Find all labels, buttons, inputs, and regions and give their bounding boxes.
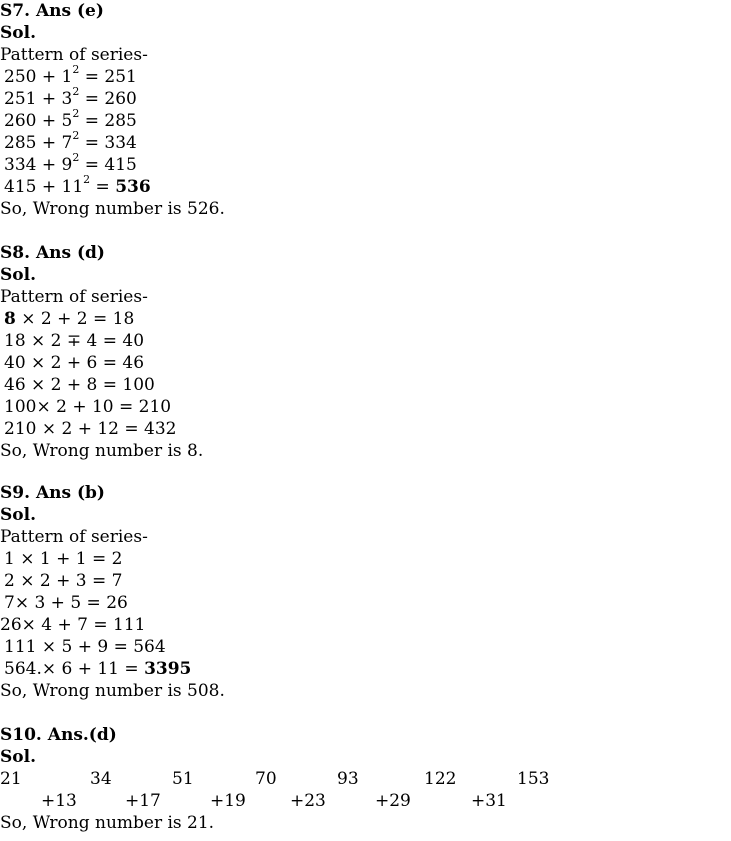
s7-conclusion: So, Wrong number is 526. xyxy=(0,199,225,219)
s8-step-5: 100× 2 + 10 = 210 xyxy=(4,397,172,417)
s9-sol-label: Sol. xyxy=(0,505,36,525)
s7-step-6: $415 + 11^2 = 536$ xyxy=(4,173,151,197)
s8-step-1: 8 × 2 + 2 = 18 xyxy=(4,309,135,329)
s10-difference: +13 xyxy=(41,791,77,811)
s7-step-5: $334 + 9^2 = 415$ xyxy=(4,151,137,175)
s10-conclusion: So, Wrong number is 21. xyxy=(0,813,215,833)
s10-series-term: 153 xyxy=(517,769,550,789)
s7-step-3: $260 + 5^2 = 285$ xyxy=(4,107,137,131)
s9-pattern-label: Pattern of series- xyxy=(0,527,148,547)
s8-step-4: 46 × 2 + 8 = 100 xyxy=(4,375,155,395)
s8-pattern-label: Pattern of series- xyxy=(0,287,148,307)
s10-difference: +31 xyxy=(471,791,507,811)
s7-step-4: $285 + 7^2 = 334$ xyxy=(4,129,137,153)
s8-conclusion: So, Wrong number is 8. xyxy=(0,441,204,461)
s10-series-term: 51 xyxy=(172,769,194,789)
s10-difference: +23 xyxy=(290,791,326,811)
s10-series-term: 70 xyxy=(255,769,277,789)
s10-difference: +17 xyxy=(125,791,161,811)
s9-step-3: 7× 3 + 5 = 26 xyxy=(4,593,128,613)
s10-difference: +29 xyxy=(375,791,411,811)
s7-pattern-label: Pattern of series- xyxy=(0,45,148,65)
s8-step-6: 210 × 2 + 12 = 432 xyxy=(4,419,177,439)
s8-step-2: 18 × 2 ∓ 4 = 40 xyxy=(4,331,145,351)
s9-step-1: 1 × 1 + 1 = 2 xyxy=(4,549,123,569)
s10-series-term: 34 xyxy=(90,769,112,789)
s7-step-2: $251 + 3^2 = 260$ xyxy=(4,85,137,109)
s9-step-6: 564.× 6 + 11 = 3395 xyxy=(4,659,192,679)
s7-step-1: $250 + 1^2 = 251$ xyxy=(4,63,137,87)
s7-heading: S7. Ans (e) xyxy=(0,1,104,21)
s9-step-4: 26× 4 + 7 = 111 xyxy=(0,615,146,635)
s8-sol-label: Sol. xyxy=(0,265,36,285)
s9-conclusion: So, Wrong number is 508. xyxy=(0,681,225,701)
s10-series-term: 122 xyxy=(424,769,457,789)
s8-step-3: 40 × 2 + 6 = 46 xyxy=(4,353,145,373)
s7-sol-label: Sol. xyxy=(0,23,36,43)
s10-heading: S10. Ans.(d) xyxy=(0,725,117,745)
s10-sol-label: Sol. xyxy=(0,747,36,767)
s10-series-term: 93 xyxy=(337,769,359,789)
s10-series-term: 21 xyxy=(0,769,22,789)
s9-step-5: 111 × 5 + 9 = 564 xyxy=(4,637,166,657)
s9-heading: S9. Ans (b) xyxy=(0,483,105,503)
s9-step-2: 2 × 2 + 3 = 7 xyxy=(4,571,123,591)
s10-difference: +19 xyxy=(210,791,246,811)
s8-heading: S8. Ans (d) xyxy=(0,243,105,263)
